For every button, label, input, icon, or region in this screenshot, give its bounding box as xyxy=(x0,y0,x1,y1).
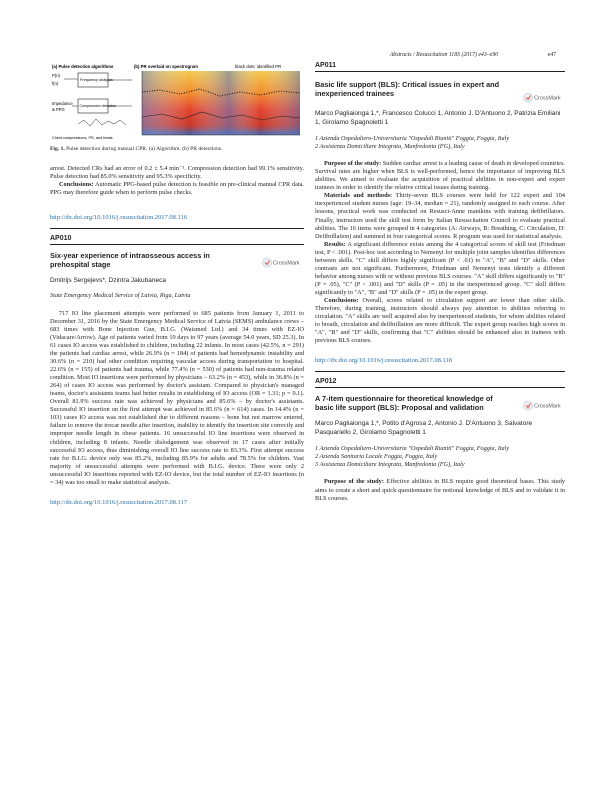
ap011-results-text: A significant difference exists among the 4 categorical scores of skill test (Friedman test, P < .001). Post-hoc test according to Nemenyi for multiple joint samples identifies differences between skills. "C" skill differs highly significant (P < .01) to "A", "B" and "D" skills. Other contrasts are not significant. Furthermore, Friedman and Nemenyi tests identify a different behavior among nurses with or without previous BLS courses. "A" skill differs significantly to "B" (P = .05), "C" (P < .001) and "D" skills (P = .05) in the inexperienced group. "C" skill differs significantly to "A", "B" and "D" skills (P = .05) in the expert group. xyxy=(315,240,565,296)
ap012-divider xyxy=(315,371,565,372)
ap012-purpose-text: Effective abilities in BLS require good theoretical bases. This study aims to create a short and quick questionnaire for notional knowledge of BLS and to validate it in BLS courses. xyxy=(315,478,565,502)
ap011-purpose xyxy=(315,160,565,192)
ap011-affiliation-1: 1 Azienda Ospedaliero-Universitaria "Ospedali Riuniti" Foggia, Foggia, Italy xyxy=(315,135,510,143)
fig-label-ppg: & PPG xyxy=(52,107,65,112)
ap012-id: AP012 xyxy=(315,378,337,386)
ap011-affiliation-2: 2 Assistenza Domiciliare Integrata, Manfredonia (FG), Italy xyxy=(315,143,465,151)
ap012-title-block xyxy=(315,394,565,412)
ap011-results xyxy=(315,241,565,297)
ap010-id: AP010 xyxy=(50,235,72,243)
ap009-doi-link[interactable]: http://dx.doi.org/10.1016/j.resuscitation.2017.08.116 xyxy=(50,214,188,222)
ap011-purpose-text: Sudden cardiac arrest is a leading cause of death in developed countries. Survival rates are higher when BLS is well-performed, hence the importance of improving BLS abilities. We aimed to evaluate the acquisition of practical abilities in non-expert and expert trainees in order to identify the relative critical issues during training. xyxy=(315,160,566,192)
ap012-affiliation-1: 1 Azienda Ospedaliero-Universitaria "Ospedali Riuniti" Foggia, Foggia, Italy xyxy=(315,445,510,453)
ap010-divider xyxy=(50,228,304,229)
ap011-conclusions xyxy=(315,297,565,345)
fig-label-fn: f(n) xyxy=(52,81,59,86)
ap011-purpose-label: Purpose of the study: xyxy=(324,160,382,168)
fig-panel-b-legend: black dots: identified PR xyxy=(235,64,282,69)
crossmark-label: CrossMark xyxy=(534,95,561,102)
ap011-title-block xyxy=(315,80,565,102)
ap011-id-divider xyxy=(315,71,565,72)
ap012-affiliation-2: 2 Azienda Sanitaria Locale Foggia, Foggia, Italy xyxy=(315,453,438,461)
fig-axis-label: Chest compressions, PR, and beats xyxy=(52,136,113,140)
ap009-conclusions-label: Conclusions: xyxy=(59,181,94,189)
left-column xyxy=(50,62,304,513)
crossmark-label: CrossMark xyxy=(273,260,300,267)
ap012-purpose xyxy=(315,478,565,502)
ap012-title: A 7-item questionnaire for theoretical knowledge of basic life support (BLS): Proposal and validation xyxy=(315,394,493,413)
ap010-body: 717 IO line placement attempts were performed to 685 patients from January 1, 2011 to December 31, 2016 by the State Emergency Medical Service of Latvia (SEMS) ambulance crews – 683 times with Bone Injection Gun, B.I.G. (Waismed Ltd.) and 34 times with EZ-IO (Vidacare/Arrow). Age of patients varied from 19 days to 97 years (average 54.0 years, SD 25.3). In 61 cases IO access was established to children, including 22 infants. In most cases (42.5%, n = 291) the patients had cardiac arrest, while 26.9% (n = 184) of patients had hemodynamic instability and 30.6% (n = 210) had other condition requiring vascular access during transportation to hospital. 22.6% (n = 155) of patients had trauma, while 77.4% (n = 530) of patients had non-trauma related condition. Most IO insertions were performed by physicians – 63.2% (n = 453), while in 36.8% (n = 264) of cases IO access was performed by doctor's assistant. Compared to physician's managed teams, doctor's assistants teams had better results in establishing of IO access (OR = 1.31; p = 0.1). Overall 81.9% success rate was achieved by physicians and 85.6% – by doctor's assistants. Successful IO insertion on the first attempt was achieved in 85.6% (n = 614) cases. In 14.4% (n = 103) cases IO access was not established due to different reasons – bone but not marrow entered, failure to remove the trocar needle after insertion, inability to identify the insertion site correctly and improper needle length in obese patients. 16 unsuccessful IO line insertions were observed in children, including 8 infants. Needle dislodgement was observed in 17 cases after initially successful IO access, thus diminishing overall IO line success rate to 83.3%. First attempt success rate for B.I.G. device only was 85.2%, including 85.9% for adults and 78.5% for children. Vast majority of unsuccessful attempts were performed with B.I.G. device. There were only 2 unsuccessful IO insertions reported with EZ-IO device, but the total number of EZ-IO insertions (n = 34) was too small to make statistical analysis. xyxy=(50,309,304,486)
ap012-purpose-label: Purpose of the study: xyxy=(324,478,384,486)
ap011-methods-text: Thirty-seven BLS courses were held for 122 expert and 104 inexperienced student nurses (age: 19–34, median = 21), randomly assigned to each course. After lessons, practical work was conducted on Resusci-Anne manikins with training defibrillators. Finally, instructors used the skill test form by Italian Resuscitation Council to evaluate practical abilities. The 16 items were grouped in 4 categories (A: Airways, B: Breathing, C: Circulation, D: Defibrillation) and summed in four categorical scores. R program was used for statistical analysis. xyxy=(315,192,566,240)
ap011-id: AP011 xyxy=(315,62,337,69)
fig-box-frequency-label: Frequency analysis xyxy=(80,78,113,82)
figure-caption-text: Pulse detection during manual CPR. (a) Algorithm. (b) PR detections. xyxy=(66,146,223,152)
crossmark-icon[interactable] xyxy=(262,257,302,268)
fig-label-impedance: Impedance xyxy=(52,101,73,106)
figure-1-graphic xyxy=(50,62,304,144)
ap012-affiliation-3: 3 Assistenza Domiciliare Integrata, Manfredonia (FG), Italy xyxy=(315,461,465,469)
right-column xyxy=(315,62,565,503)
ap011-methods-label: Materials and methods: xyxy=(324,192,393,200)
ap012-authors: Marco Pagliaionga 1,*, Potito d'Agrosa 2, Antonio J. D'Antuono 3, Salvatore Pasquariello 2, Girolamo Spagnoletti 1 xyxy=(315,420,533,436)
figure-1 xyxy=(50,62,304,144)
page-number: e47 xyxy=(547,52,556,58)
fig-waveform xyxy=(78,119,126,126)
ap011-conclusions-text: Overall, scores related to circulation support are lower than other skills. Therefore, during training, instructors should always pay attention to abilities referring to circulation. "A" skills are well acquired also by inexperienced students, for whom abilities related to breath, circulation and defibrillation are more difficult. The expert group reaches high scores in "A", "B" and "D" skills, confirming that "C" abilities should be enhanced also in trainees with previous BLS courses. xyxy=(315,296,565,345)
ap011-doi-link[interactable]: http://dx.doi.org/10.1016/j.resuscitation.2017.08.118 xyxy=(315,357,453,365)
ap010-title: Six-year experience of intraosseous access in prehospital stage xyxy=(50,251,210,270)
ap011-results-label: Results: xyxy=(324,240,346,248)
crossmark-label: CrossMark xyxy=(534,403,561,410)
ap011-authors: Marco Pagliaionga 1,*, Francesco Colucci 1, Antonio J. D'Antuono 2, Patrizia Emiliani 1, Girolamo Spagnoletti 1 xyxy=(315,110,561,126)
ap010-doi-link[interactable]: http://dx.doi.org/10.1016/j.resuscitation.2017.08.117 xyxy=(50,498,188,506)
fig-panel-a-title: (a) Pulse detection algorithms xyxy=(52,64,114,69)
crossmark-icon[interactable] xyxy=(523,400,563,411)
ap009-conclusions-text: Automatic PPG-based pulse detection is feasible on pre-clinical manual CPR data. PPG may therefore guide when to perform pulse checks. xyxy=(50,181,304,197)
crossmark-icon[interactable] xyxy=(523,92,563,103)
fig-label-pn: P(n) xyxy=(52,73,60,78)
journal-citation: Abstracts / Resuscitation 118S (2017) e43–e90 xyxy=(389,52,498,58)
ap012-id-divider xyxy=(315,387,565,388)
figure-caption-label: Fig. 1. xyxy=(50,146,65,152)
figure-caption xyxy=(50,146,304,153)
ap011-conclusions-label: Conclusions: xyxy=(324,296,359,304)
fig-panel-b-title: (b) PR overlaid on spectrogram xyxy=(134,64,198,69)
ap011-title: Basic life support (BLS): Critical issues in expert and inexperienced trainees xyxy=(315,80,500,98)
ap010-affiliation: State Emergency Medical Service of Latvia, Riga, Latvia xyxy=(50,291,191,299)
ap010-id-divider xyxy=(50,244,304,245)
ap010-authors: Dmitrijs Sergejevs*, Dzintra Jakubaneca xyxy=(50,277,166,285)
ap010-title-block xyxy=(50,251,304,269)
fig-box-compression-label: Compression detection xyxy=(79,104,117,108)
ap009-conclusions xyxy=(50,181,304,197)
fig-spectrogram-overlay xyxy=(142,71,300,135)
ap009-results-tail: arrest. Detected CRs had an error of 0.2 ± 5.4 min⁻¹. Compression detection had 99.1% sensitivity. Pulse detection had 85.0% sensitivity and 95.3% specificity. xyxy=(50,165,304,181)
ap011-methods xyxy=(315,192,565,240)
